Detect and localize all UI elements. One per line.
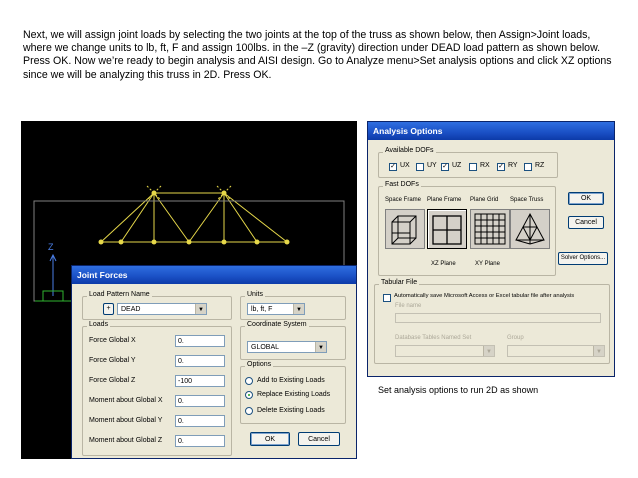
joint[interactable] <box>99 240 104 245</box>
add-load-pattern-button[interactable]: + <box>103 303 114 315</box>
truss-members <box>101 193 287 242</box>
chevron-down-icon: ▼ <box>483 346 494 356</box>
joint[interactable] <box>222 240 227 245</box>
units-value: lb, ft, F <box>251 306 273 313</box>
plane-grid-icon <box>471 210 509 248</box>
db-tables-select <box>395 345 495 357</box>
chevron-down-icon[interactable]: ▼ <box>195 304 206 314</box>
ux-checkbox[interactable]: ✓ <box>390 163 396 170</box>
fast-dofs-title: Fast DOFs <box>385 181 419 188</box>
moment-z-input[interactable]: 0. <box>175 435 225 447</box>
uy-label: UY <box>427 162 437 169</box>
plane-grid-button[interactable] <box>470 209 510 249</box>
axis-indicator <box>50 255 56 296</box>
moment-x-input[interactable]: 0. <box>175 395 225 407</box>
uz-checkbox[interactable]: ✓ <box>442 163 448 170</box>
joint-forces-title: Joint Forces <box>72 266 356 284</box>
chevron-down-icon: ▼ <box>593 346 604 356</box>
moment-x-label: Moment about Global X <box>89 397 163 404</box>
replace-existing-radio[interactable] <box>245 391 253 399</box>
space-truss-button[interactable] <box>510 209 550 249</box>
uy-checkbox[interactable] <box>416 163 424 171</box>
moment-y-input[interactable]: 0. <box>175 415 225 427</box>
ux-label: UX <box>400 162 410 169</box>
joint[interactable] <box>187 240 192 245</box>
add-existing-label[interactable]: Add to Existing Loads <box>257 377 325 384</box>
caption-text: Set analysis options to run 2D as shown <box>378 385 539 395</box>
units-group-title: Units <box>247 291 263 298</box>
ry-checkbox[interactable]: ✓ <box>498 163 504 170</box>
chevron-down-icon[interactable]: ▼ <box>293 304 304 314</box>
file-name-label: File name <box>395 303 422 309</box>
load-pattern-group <box>82 291 232 320</box>
rx-checkbox[interactable] <box>469 163 477 171</box>
space-truss-icon <box>511 210 549 248</box>
delete-existing-label[interactable]: Delete Existing Loads <box>257 407 325 414</box>
analysis-options-title: Analysis Options <box>368 122 614 140</box>
auto-save-label[interactable]: Automatically save Microsoft Access or Excel tabular file after analysis <box>394 293 575 299</box>
load-pattern-group-title: Load Pattern Name <box>89 291 150 298</box>
joint[interactable] <box>119 240 124 245</box>
force-x-label: Force Global X <box>89 337 136 344</box>
options-group <box>240 361 346 424</box>
space-frame-label: Space Frame <box>385 197 422 203</box>
group-label: Group <box>507 335 524 341</box>
moment-z-label: Moment about Global Z <box>89 437 163 444</box>
tabular-file-title: Tabular File <box>381 279 418 286</box>
solver-options-button[interactable]: Solver Options... <box>558 252 608 265</box>
joint[interactable] <box>255 240 260 245</box>
space-truss-label: Space Truss <box>510 197 544 203</box>
loads-group-title: Loads <box>89 321 109 328</box>
plane-frame-button[interactable] <box>427 209 467 249</box>
chevron-down-icon[interactable]: ▼ <box>315 342 326 352</box>
coordinate-system-select[interactable] <box>247 341 327 353</box>
units-group <box>240 291 346 320</box>
available-dofs-group <box>378 147 558 178</box>
space-frame-button[interactable] <box>385 209 425 249</box>
group-select <box>507 345 605 357</box>
xy-plane-label: XY Plane <box>475 261 500 267</box>
plane-frame-label: Plane Frame <box>427 197 462 203</box>
joint-forces-dialog <box>71 265 357 459</box>
coordinate-system-group <box>240 321 346 360</box>
rz-checkbox[interactable] <box>524 163 532 171</box>
instruction-text: Next, we will assign joint loads by selecting the two joints at the top of the truss as shown below, then Assign>Joint loads, where we change units to lb, ft, F and assign 100lbs. in the –Z (gravity) direction under DEAD load pattern as shown below. Press OK. Now we’re ready to begin analysis and AISI design. Go to Analyze menu>Set analysis options and click XZ options since we will be analyzing this truss in 2D. Press OK. <box>23 29 612 81</box>
options-group-title: Options <box>247 361 272 368</box>
joint[interactable] <box>152 240 157 245</box>
model-view-canvas[interactable] <box>21 121 357 459</box>
available-dofs-title: Available DOFs <box>385 147 434 154</box>
load-pattern-value: DEAD <box>121 306 141 313</box>
force-z-input[interactable]: -100 <box>175 375 225 387</box>
ry-label: RY <box>508 162 518 169</box>
space-frame-icon <box>386 210 424 248</box>
loads-group <box>82 321 232 456</box>
coordinate-system-value: GLOBAL <box>251 344 280 351</box>
plane-grid-label: Plane Grid <box>470 197 499 203</box>
force-z-label: Force Global Z <box>89 377 136 384</box>
load-pattern-select[interactable] <box>117 303 207 315</box>
file-name-input <box>395 313 601 323</box>
delete-existing-radio[interactable] <box>245 407 253 415</box>
force-y-input[interactable]: 0. <box>175 355 225 367</box>
xz-plane-label: XZ Plane <box>431 261 456 267</box>
add-existing-radio[interactable] <box>245 377 253 385</box>
db-tables-label: Database Tables Named Set <box>395 335 472 341</box>
rz-label: RZ <box>535 162 545 169</box>
auto-save-checkbox[interactable] <box>383 294 391 302</box>
plane-frame-icon <box>428 210 466 248</box>
tabular-file-group <box>374 279 610 364</box>
coordinate-system-title: Coordinate System <box>247 321 307 328</box>
joint[interactable] <box>285 240 290 245</box>
ok-button[interactable]: OK <box>568 192 604 205</box>
moment-y-label: Moment about Global Y <box>89 417 163 424</box>
fast-dofs-group <box>378 181 556 276</box>
uz-label: UZ <box>452 162 462 169</box>
ok-button[interactable]: OK <box>250 432 290 446</box>
cancel-button[interactable]: Cancel <box>298 432 340 446</box>
replace-existing-label[interactable]: Replace Existing Loads <box>257 391 331 398</box>
z-axis-label: Z <box>48 242 54 252</box>
analysis-options-dialog <box>367 121 615 377</box>
units-select[interactable] <box>247 303 305 315</box>
force-x-input[interactable]: 0. <box>175 335 225 347</box>
force-y-label: Force Global Y <box>89 357 136 364</box>
rx-label: RX <box>480 162 490 169</box>
cancel-button[interactable]: Cancel <box>568 216 604 229</box>
